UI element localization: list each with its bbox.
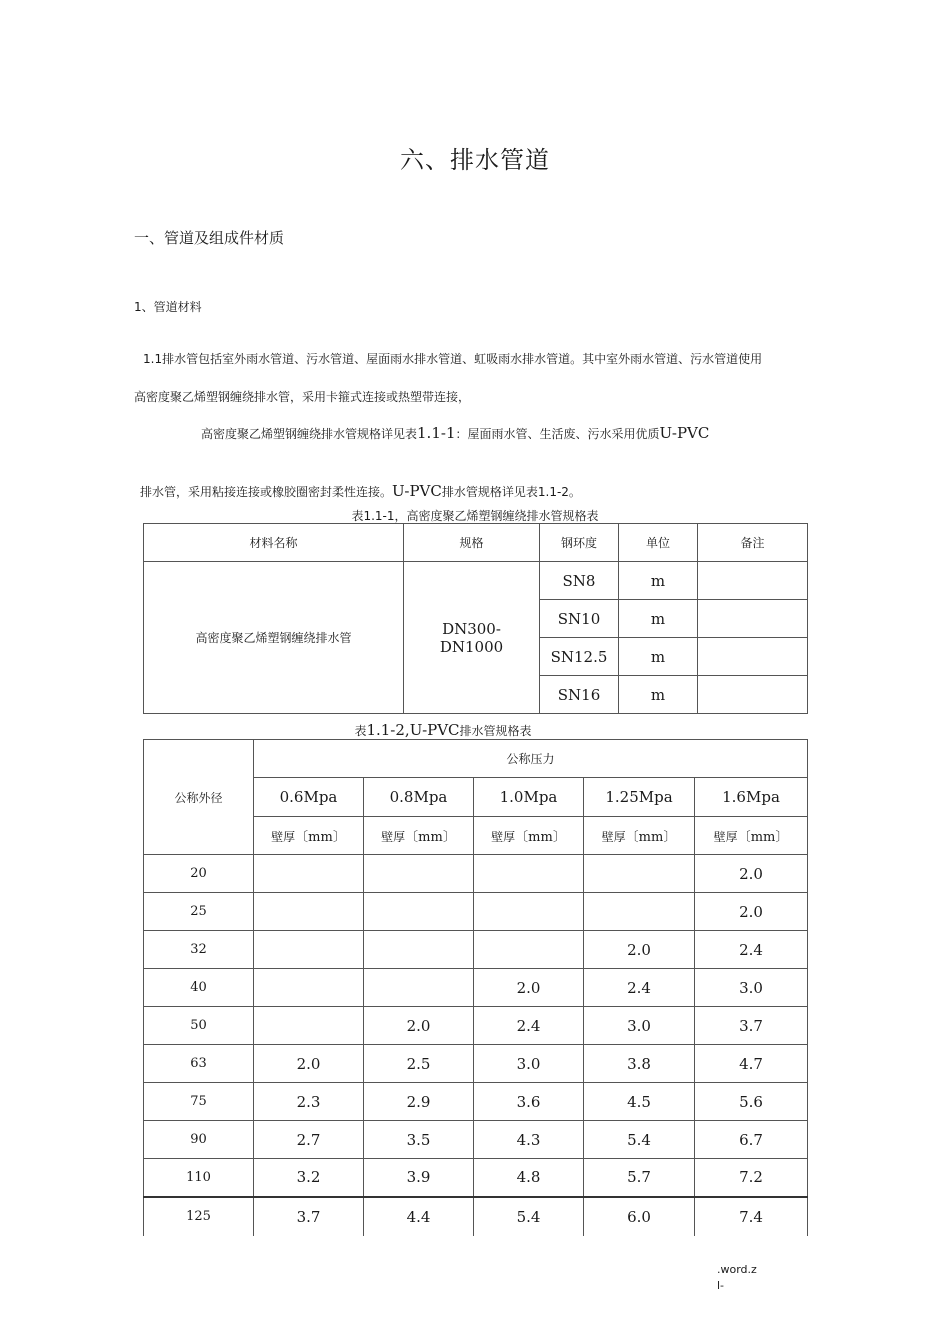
wall-thickness-cell: 4.8 [474,1159,584,1197]
header-cell: 单位 [619,524,698,562]
note-cell [698,638,808,676]
wall-thickness-cell: 2.0 [254,1045,364,1083]
table-row [144,562,808,600]
wall-unit: 〔mm〕 [295,830,346,845]
table-header-row [144,740,808,778]
wall-thickness-cell: 3.7 [695,1007,808,1045]
wall-thickness-cell: 5.6 [695,1083,808,1121]
wall-thickness-cell: 5.4 [584,1121,695,1159]
table-row [144,893,808,931]
wall-thickness-cell: 3.2 [254,1159,364,1197]
outer-diameter-cell: 90 [144,1121,254,1159]
para-text: 高密度聚乙烯塑钢缠绕排水管规格详见表 [201,427,418,441]
outer-diameter-cell: 125 [144,1197,254,1236]
wall-label: 壁厚 [601,830,626,844]
wall-thickness-cell: 7.2 [695,1159,808,1197]
wall-thickness-cell: 3.0 [584,1007,695,1045]
footer-line: .word.z [717,1263,757,1276]
table-header-row [144,524,808,562]
wall-thickness-cell: 5.4 [474,1197,584,1236]
wall-cell [695,817,808,855]
wall-unit: 〔mm〕 [737,830,789,845]
wall-cell [474,817,584,855]
table-ref: 1.1-1 [417,424,456,442]
wall-thickness-cell: 2.7 [254,1121,364,1159]
wall-thickness-cell [254,969,364,1007]
note-cell [698,676,808,714]
para-text: 排水管，采用粘接连接或橡胶圈密封柔性连接。 [140,485,393,499]
wall-thickness-cell [254,1007,364,1045]
header-cell: 材料名称 [144,524,404,562]
outer-diameter-cell: 25 [144,893,254,931]
wall-thickness-cell: 2.0 [584,931,695,969]
table2-caption [143,721,743,739]
paragraph-line-1: 1.1排水管包括室外雨水管道、污水管道、屋面雨水排水管道、虹吸雨水排水管道。其中室外雨水管道、污水管道使用 [143,352,763,366]
wall-thickness-cell: 3.7 [254,1197,364,1236]
paragraph-line-4 [140,482,581,500]
wall-thickness-cell: 3.8 [584,1045,695,1083]
table-row [144,969,808,1007]
table-row [144,1121,808,1159]
wall-unit: 〔mm〕 [405,830,456,845]
wall-thickness-cell [364,893,474,931]
pressure-header: 公称压力 [254,740,808,778]
wall-thickness-cell [254,855,364,893]
caption-text: 表 [354,724,367,738]
wall-thickness-cell: 3.0 [695,969,808,1007]
wall-thickness-cell [364,931,474,969]
outer-diameter-cell: 110 [144,1159,254,1197]
stiffness-cell: SN10 [540,600,619,638]
pressure-cell: 0.8Mpa [364,778,474,817]
pressure-cell: 1.6Mpa [695,778,808,817]
wall-thickness-cell: 3.9 [364,1159,474,1197]
table-row [144,1007,808,1045]
table-row [144,1045,808,1083]
wall-thickness-cell: 2.4 [695,931,808,969]
outer-diameter-cell: 75 [144,1083,254,1121]
wall-thickness-cell [584,893,695,931]
wall-thickness-cell: 2.0 [695,893,808,931]
wall-thickness-cell: 2.0 [695,855,808,893]
spec-line: DN1000 [439,637,504,656]
wall-thickness-cell: 3.5 [364,1121,474,1159]
table-body [144,855,808,1236]
wall-thickness-cell: 2.4 [584,969,695,1007]
outer-diameter-cell: 32 [144,931,254,969]
caption-ref: 1.1-2,U-PVC [366,721,460,739]
wall-thickness-cell: 6.0 [584,1197,695,1236]
para-text: ：屋面雨水管、生活废、污水采用优质 [455,427,660,441]
footer-line: l- [717,1279,725,1292]
wall-thickness-cell: 2.0 [364,1007,474,1045]
wall-thickness-cell [474,855,584,893]
unit-cell: m [619,600,698,638]
note-cell [698,562,808,600]
outer-diameter-cell: 63 [144,1045,254,1083]
note-cell [698,600,808,638]
header-cell: 规格 [404,524,540,562]
unit-cell: m [619,638,698,676]
wall-unit: 〔mm〕 [515,830,566,845]
outer-diameter-header: 公称外径 [144,740,254,855]
table-row [144,931,808,969]
unit-cell: m [619,562,698,600]
wall-thickness-cell: 7.4 [695,1197,808,1236]
table-row [144,1197,808,1236]
upvc-term: U-PVC [659,424,710,442]
pressure-cell: 1.0Mpa [474,778,584,817]
stiffness-cell: SN16 [540,676,619,714]
table-row [144,1083,808,1121]
table-row [144,1159,808,1197]
page-title: 六、排水管道 [400,146,550,174]
wall-thickness-cell: 2.9 [364,1083,474,1121]
wall-thickness-cell: 4.3 [474,1121,584,1159]
table-hdpe-spec [143,523,808,714]
header-cell: 备注 [698,524,808,562]
pressure-cell: 0.6Mpa [254,778,364,817]
wall-thickness-cell: 2.0 [474,969,584,1007]
wall-thickness-cell: 4.4 [364,1197,474,1236]
stiffness-cell: SN8 [540,562,619,600]
wall-thickness-cell [364,969,474,1007]
wall-thickness-cell: 2.5 [364,1045,474,1083]
wall-unit: 〔mm〕 [625,830,677,845]
caption-text: 排水管规格表 [459,724,532,738]
wall-thickness-cell: 2.4 [474,1007,584,1045]
wall-cell [254,817,364,855]
wall-thickness-cell [254,931,364,969]
para-text: 排水管规格详见表1.1-2。 [441,485,581,499]
wall-thickness-cell [254,893,364,931]
wall-thickness-cell: 4.5 [584,1083,695,1121]
wall-thickness-cell: 3.0 [474,1045,584,1083]
wall-label: 壁厚 [271,830,296,844]
paragraph-line-2: 高密度聚乙烯塑钢缠绕排水管，采用卡箍式连接或热塑带连接， [134,390,471,404]
table-row [144,855,808,893]
wall-cell [584,817,695,855]
table1-caption: 表1.1-1，高密度聚乙烯塑钢缠绕排水管规格表 [351,509,599,523]
upvc-term: U-PVC [392,482,442,500]
outer-diameter-cell: 20 [144,855,254,893]
wall-label: 壁厚 [713,830,738,844]
section-heading: 一、管道及组成件材质 [134,229,285,247]
wall-thickness-cell [584,855,695,893]
stiffness-cell: SN12.5 [540,638,619,676]
material-name-cell: 高密度聚乙烯塑钢缠绕排水管 [144,562,404,714]
wall-thickness-cell [474,893,584,931]
table-upvc-spec [143,739,808,1236]
wall-thickness-cell: 2.3 [254,1083,364,1121]
wall-thickness-cell: 6.7 [695,1121,808,1159]
wall-thickness-cell: 3.6 [474,1083,584,1121]
wall-thickness-cell: 4.7 [695,1045,808,1083]
outer-diameter-cell: 40 [144,969,254,1007]
wall-thickness-cell: 5.7 [584,1159,695,1197]
header-cell: 钢环度 [540,524,619,562]
wall-thickness-cell [474,931,584,969]
wall-cell [364,817,474,855]
outer-diameter-cell: 50 [144,1007,254,1045]
spec-cell [404,562,540,714]
wall-label: 壁厚 [381,830,406,844]
wall-label: 壁厚 [491,830,516,844]
unit-cell: m [619,676,698,714]
spec-line: DN300- [442,619,501,638]
subsection-heading: 1、管道材料 [134,300,202,314]
paragraph-line-3 [201,424,709,442]
wall-thickness-cell [364,855,474,893]
pressure-cell: 1.25Mpa [584,778,695,817]
footer [717,1262,757,1294]
